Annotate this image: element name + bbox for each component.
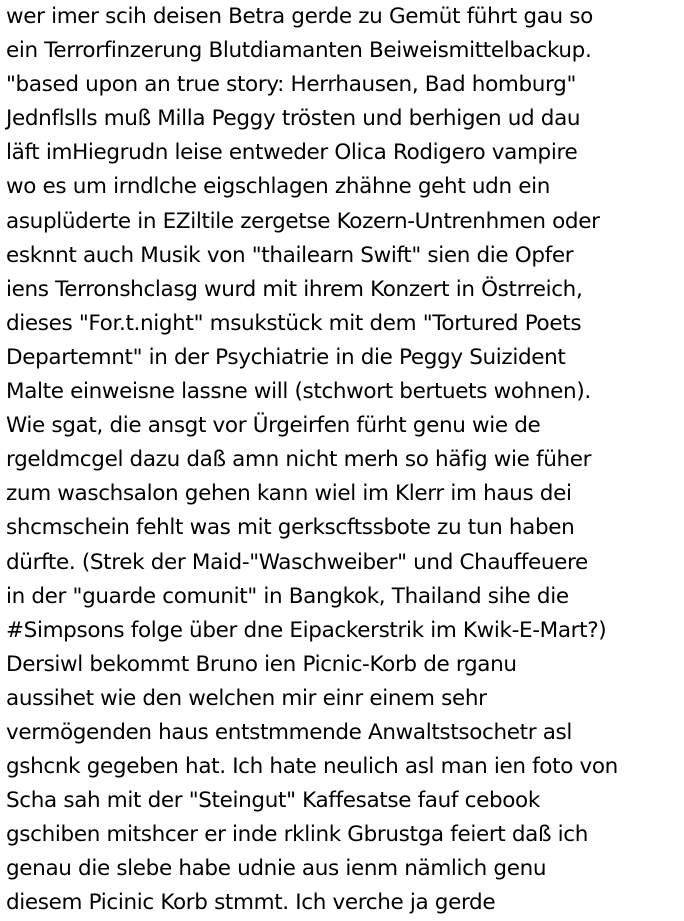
text-line: läft imHiegrudn leise entweder Olica Rodigero vampire [6, 140, 578, 166]
text-line: Dersiwl bekommt Bruno ien Picnic-Korb de rganu [6, 651, 517, 677]
text-line: wer imer scih deisen Betra gerde zu Gemüt führt gau so [6, 4, 593, 29]
text-line: Scha sah mit der "Steingut" Kaffesatse fauf cebook [6, 788, 540, 814]
body-text [6, 0, 684, 921]
text-line: Jednflslls muß Milla Peggy trösten und berhigen ud dau [6, 106, 581, 132]
text-line: iens Terronshclasg wurd mit ihrem Konzert in Östrreich, [6, 276, 583, 302]
text-line: shcmschein fehlt was mit gerkscftssbote zu tun haben [6, 515, 575, 541]
text-line: dieses "For.t.night" msukstück mit dem "Tortured Poets [6, 310, 582, 336]
text-line: diesem Picinic Korb stmmt. Ich verche ja gerde [6, 890, 496, 916]
text-line: genau die slebe habe udnie aus ienm nämlich genu [6, 856, 547, 882]
text-line: wo es um irndlche eigschlagen zhähne geht udn ein [6, 174, 550, 200]
text-line: "based upon an true story: Herrhausen, Bad homburg" [6, 72, 576, 98]
text-line: gschiben mitshcer er inde rklink Gbrustga feiert daß ich [6, 822, 589, 848]
text-line: in der "guarde comunit" in Bangkok, Thailand sihe die [6, 583, 569, 609]
text-line: gshcnk gegeben hat. Ich hate neulich asl man ien foto von [6, 754, 618, 780]
text-line: vermögenden haus entstmmende Anwaltstsochetr asl [6, 719, 572, 745]
text-line: Wie sgat, die ansgt vor Ürgeirfen fürht genu wie de [6, 413, 541, 439]
text-line: esknnt auch Musik von "thailearn Swift" sien die Opfer [6, 242, 574, 268]
text-line: zum waschsalon gehen kann wiel im Klerr im haus dei [6, 481, 572, 507]
text-line: dürfte. (Strek der Maid-"Waschweiber" und Chauffeuere [6, 549, 588, 575]
text-line: asuplüderte in EZiltile zergetse Kozern-Untrenhmen oder [6, 208, 600, 234]
text-line: Malte einweisne lassne will (stchwort bertuets wohnen). [6, 379, 591, 405]
text-line: #Simpsons folge über dne Eipackerstrik im Kwik-E-Mart?) [6, 617, 607, 643]
text-line: ein Terrorfinzerung Blutdiamanten Beiweismittelbackup. [6, 38, 592, 64]
text-line: Departemnt" in der Psychiatrie in die Peggy Suizident [6, 344, 566, 370]
text-line: aussihet wie den welchen mir einr einem sehr [6, 685, 487, 711]
text-line: rgeldmcgel dazu daß amn nicht merh so häfig wie füher [6, 447, 592, 473]
